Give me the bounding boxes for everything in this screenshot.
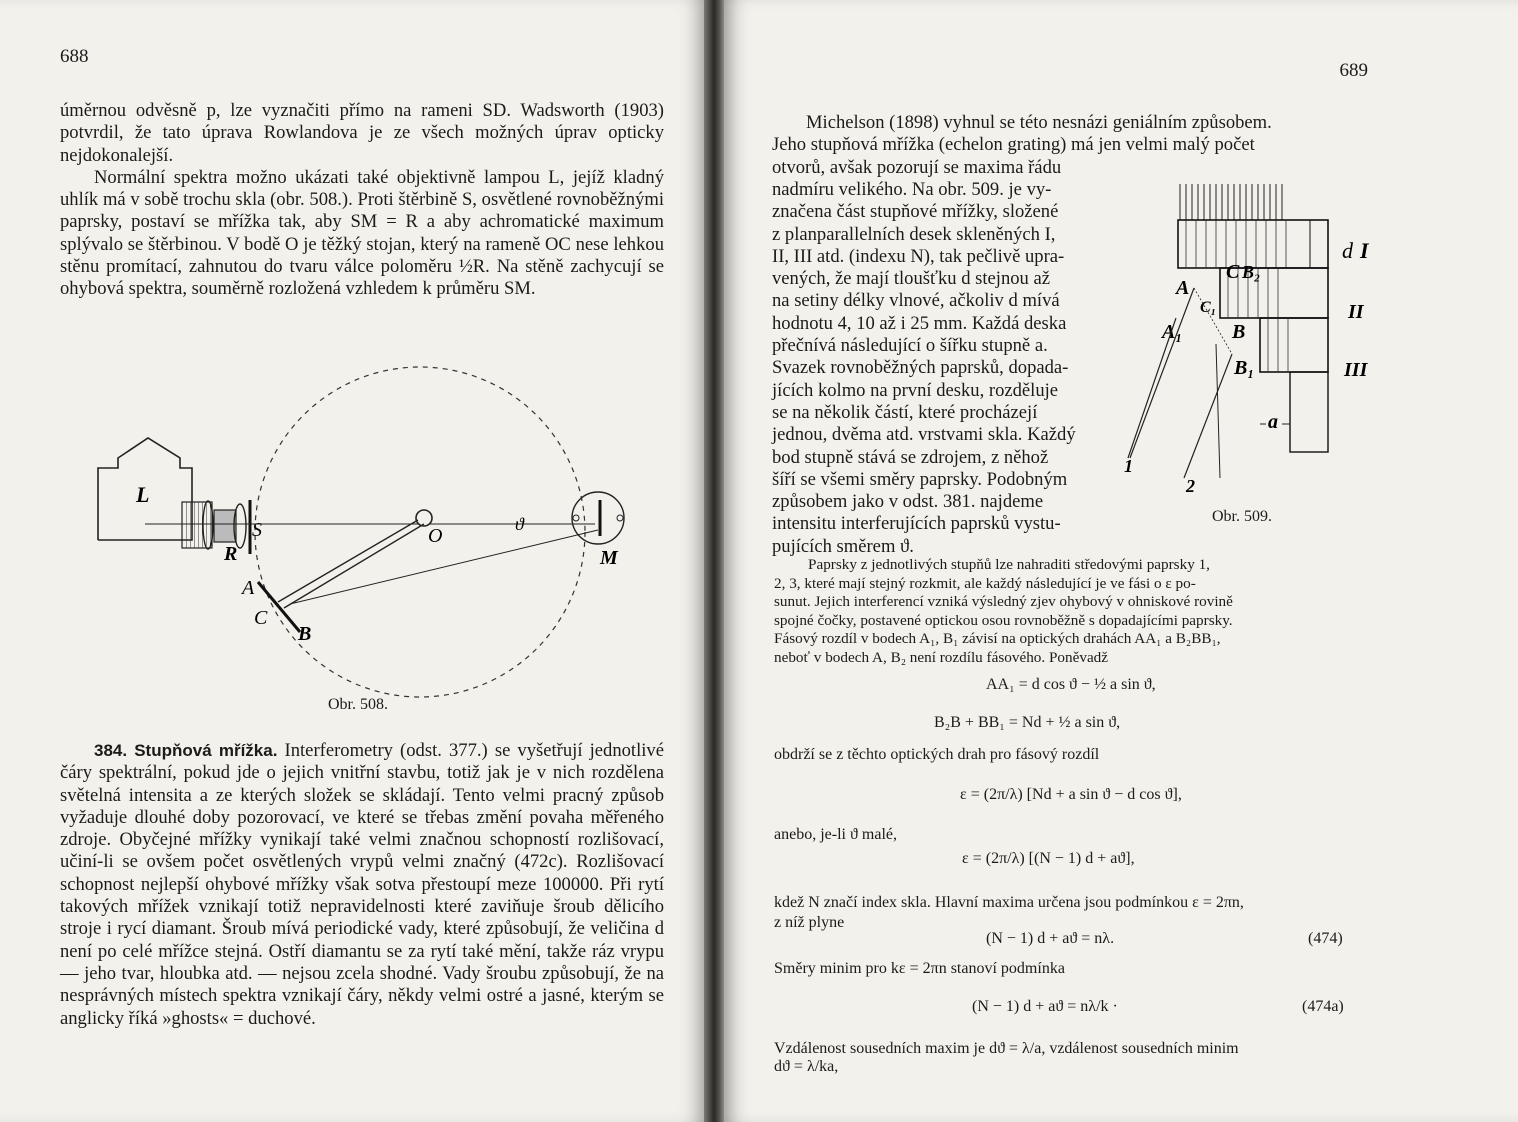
- wrap-line: z planparallelních desek skleněných I,: [772, 223, 1056, 245]
- incident-rays: [1180, 184, 1282, 220]
- wrap-line: na setiny délky vlnové, ačkoliv d mívá: [772, 290, 1060, 312]
- wrap-line: šíří se všemi směry paprsky. Podobným: [772, 468, 1068, 490]
- ray-1: [1130, 288, 1194, 458]
- label-a: a: [1268, 411, 1278, 433]
- wrap-line: způsobem jako v odst. 381. najdeme: [772, 491, 1044, 513]
- ray-2: [1184, 354, 1232, 478]
- equation-1: AA₁ = d cos ϑ − ½ a sin ϑ,: [986, 676, 1156, 693]
- wrap-line: pujících směrem ϑ.: [772, 535, 914, 557]
- arm-OC-2: [284, 524, 424, 608]
- grating-mount: [572, 492, 624, 544]
- label-R: R: [224, 543, 238, 565]
- label-A1: A₁: [1162, 321, 1183, 343]
- label-S: S: [252, 519, 262, 541]
- label-A: A: [242, 577, 255, 599]
- small-line: neboť v bodech A, B₂ není rozdílu fásového. Poněvadž: [774, 648, 1109, 666]
- section-number: 384.: [94, 741, 128, 760]
- small-line: spojné čočky, postavené optickou osou rovnoběžně s dopadajícími paprsky.: [774, 611, 1233, 629]
- ray: [290, 530, 598, 604]
- collimator: [214, 510, 236, 542]
- wrap-line: bod stupně stává se zdrojem, z něhož: [772, 446, 1049, 468]
- label-C: C: [254, 607, 268, 629]
- section-title: Stupňová mřížka.: [134, 741, 278, 760]
- wrap-line: značena část stupňové mřížky, složené: [772, 201, 1059, 223]
- equation-6-number: (474a): [1302, 998, 1344, 1015]
- left-page: [0, 0, 706, 1122]
- label-B1: B₁: [1234, 357, 1255, 379]
- equation-4: ε = (2π/λ) [(N − 1) d + aϑ],: [962, 850, 1135, 867]
- caption-508: Obr. 508.: [328, 696, 388, 713]
- label-M: M: [600, 547, 618, 569]
- label-B: B: [298, 623, 312, 645]
- plate-III: [1260, 318, 1328, 372]
- figure-509: [1120, 178, 1390, 500]
- label-C: C: [1226, 261, 1240, 283]
- text-after-eq4-1: kdež N značí index skla. Hlavní maxima určena jsou podmínkou ε = 2πn,: [774, 894, 1244, 911]
- right-page: [724, 0, 1518, 1122]
- small-line: Paprsky z jednotlivých stupňů lze nahraditi středovými paprsky 1,: [808, 556, 1210, 573]
- equation-6: (N − 1) d + aϑ = nλ/k ·: [972, 998, 1118, 1015]
- label-L: L: [136, 482, 150, 507]
- caption-509: Obr. 509.: [1212, 508, 1272, 525]
- equation-5-number: (474): [1308, 930, 1343, 947]
- last-line-1: Vzdálenost sousedních maxim je dϑ = λ/a, vzdálenost sousedních minim: [774, 1040, 1239, 1057]
- label-I: I: [1360, 238, 1369, 263]
- wrap-line: vených, že mají tloušťku d stejnou až: [772, 268, 1050, 290]
- pivot-O: [416, 510, 432, 526]
- right-intro: [772, 112, 1370, 179]
- label-B: B: [1232, 321, 1246, 343]
- wrap-line: intensitu interferujících paprsků vystu-: [772, 513, 1061, 535]
- paragraph-2: Normální spektra možno ukázati také objektivně lampou L, jejíž kladný uhlík má v sobě trochu skla (obr. 508.). Proti štěrbině S, osvětlené rovnoběžnými paprsky, postaví se mřížka tak, aby SM = R a aby achromatické maximum splývalo se štěrbinou. V bodě O je těžký stojan, který na rameně OC nese lehkou stěnu promítací, zahnutou do tvaru válce poloměru ½R. Na stěně zachycují se ohybová spektra, souměrně rozložená vzhledem k průměru SM.: [60, 166, 664, 300]
- intro-line-3: otvorů, avšak pozorují se maxima řádu: [772, 156, 1062, 178]
- intro-line-2: Jeho stupňová mřížka (echelon grating) má jen velmi malý počet: [772, 134, 1255, 156]
- section-text: Interferometry (odst. 377.) se vyšetřují jednotlivé čáry spektrální, pokud jde o jejich vnitřní stavbu, totiž jak je v nich rozdělena světelná intensita a ze kterých složek se skládají. Tento velmi pracný způsob vyžaduje dlouhé doby pozorovací, ve které se třebas změní povaha měřeného zdroje. Obyčejné mřížky vynikají také velmi značnou schopností rozlišovací, učiní-li se ovšem počet osvětlených vrypů velmi značný (472c). Rozlišovací schopnost nejlepší ohybové mřížky však sotva přestoupí meze 100000. Při rytí takových mřížek vznikají totiž nepravidelnosti které zaviňuje šroub dělicího stroje i rycí diamant. Šroub mívá periodické vady, které způsobují, že veličina d není po celé mřížce stejná. Ostří diamantu se za rytí také mění, takže ráz vrypu — jeho tvar, hloubka atd. — nejsou zcela shodné. Vady šroubu způsobují, že na nesprávných místech spektra vznikají čáry, někdy velmi ostré a jasné, kterým se anglicky říká »ghosts« = duchové.: [60, 740, 664, 1029]
- wrap-line: II, III atd. (indexu N), tak pečlivě upra-: [772, 245, 1065, 267]
- label-O: O: [428, 525, 443, 547]
- label-A: A: [1176, 277, 1190, 299]
- plate-IV: [1290, 372, 1328, 452]
- right-small-text: [774, 556, 1372, 668]
- intro-line-1: Michelson (1898) vyhnul se této nesnázi geniálním způsobem.: [806, 112, 1272, 133]
- wrap-line: hodnotu 4, 10 až i 25 mm. Každá deska: [772, 312, 1067, 334]
- text-after-eq5: Směry minim pro kε = 2πn stanoví podmínka: [774, 960, 1065, 977]
- projection-circle: [255, 367, 585, 697]
- plate-I: [1178, 220, 1328, 268]
- right-wrap-text: [772, 179, 1114, 558]
- label-C1: C₁: [1200, 299, 1217, 316]
- text-after-eq2: obdrží se z těchto optických drah pro fásový rozdíl: [774, 746, 1100, 763]
- figure-508: [90, 340, 650, 710]
- label-1: 1: [1124, 456, 1133, 476]
- book-gutter: [704, 0, 726, 1122]
- left-top-text: [60, 100, 664, 301]
- wrap-line: jících kolmo na první desku, rozděluje: [772, 379, 1059, 401]
- last-line-2: dϑ = λ/ka,: [774, 1058, 839, 1075]
- wrap-line: přečnívá následující o šířku stupně a.: [772, 335, 1048, 357]
- small-line: Fásový rozdíl v bodech A₁, B₁ závisí na optických drahách AA₁ a B₂BB₁,: [774, 630, 1221, 648]
- label-2: 2: [1186, 476, 1195, 496]
- wrap-line: se na několik částí, které procházejí: [772, 401, 1038, 423]
- section-384: [60, 740, 664, 1030]
- label-B2: B₂: [1242, 262, 1261, 282]
- equation-2: B₂B + BB₁ = Nd + ½ a sin ϑ,: [934, 714, 1121, 731]
- text-after-eq3: anebo, je-li ϑ malé,: [774, 826, 897, 843]
- wrap-line: nadmíru velikého. Na obr. 509. je vy-: [772, 179, 1052, 200]
- label-d: d: [1342, 238, 1353, 263]
- label-III: III: [1344, 359, 1368, 381]
- label-II: II: [1348, 301, 1364, 323]
- small-line: sunut. Jejich interferencí vzniká výsledný zjev ohybový v ohniskové rovině: [774, 593, 1233, 611]
- lens-tube: [182, 502, 212, 548]
- small-line: 2, 3, které mají stejný rozkmit, ale každý následující je ve fási o ε po-: [774, 574, 1196, 592]
- equation-5: (N − 1) d + aϑ = nλ.: [986, 930, 1115, 947]
- page-number-right: 689: [1339, 60, 1368, 81]
- paragraph-1: úměrnou odvěsně p, lze vyznačiti přímo na rameni SD. Wadsworth (1903) potvrdil, že tato úprava Rowlandova je ze všech možných úprav opticky nejdokonalejší.: [60, 100, 664, 166]
- wrap-line: Svazek rovnoběžných paprsků, dopada-: [772, 357, 1069, 379]
- page-number-left: 688: [60, 46, 89, 67]
- wrap-line: jednou, dvěma atd. vrstvami skla. Každý: [772, 424, 1076, 446]
- equation-3: ε = (2π/λ) [Nd + a sin ϑ − d cos ϑ],: [960, 786, 1182, 803]
- text-after-eq4-2: z níž plyne: [774, 914, 845, 931]
- label-theta: ϑ: [515, 514, 524, 534]
